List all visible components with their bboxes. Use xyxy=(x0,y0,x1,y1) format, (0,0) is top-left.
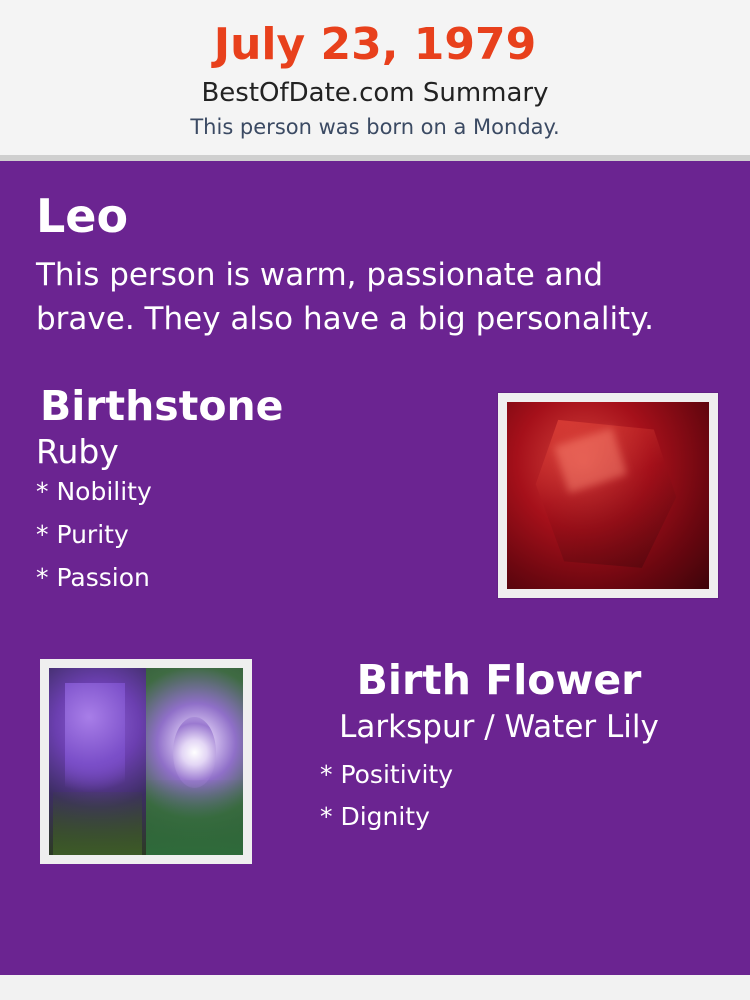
birthflower-heading: Birth Flower xyxy=(356,656,642,705)
birthflower-trait: * Positivity xyxy=(320,760,453,790)
birthstone-name: Ruby xyxy=(36,432,119,472)
birthflower-traits xyxy=(316,760,718,832)
larkspur-and-water-lily-photo xyxy=(40,659,252,864)
birthstone-section xyxy=(32,382,718,615)
flower-image-pair xyxy=(49,668,243,855)
details-panel xyxy=(0,161,750,975)
ruby-image-inner xyxy=(507,402,709,589)
birthflower-section xyxy=(32,656,718,869)
birth-weekday-text: This person was born on a Monday. xyxy=(190,115,560,140)
birthstone-trait: * Purity xyxy=(36,519,129,549)
birthstone-text xyxy=(32,382,462,592)
larkspur-image xyxy=(49,668,146,855)
page-title: July 23, 1979 xyxy=(213,19,537,70)
site-summary-label: BestOfDate.com Summary xyxy=(201,78,549,109)
card-header xyxy=(0,0,750,155)
zodiac-description: This person is warm, passionate and brave. They also have a big personality. xyxy=(36,257,654,338)
birthstone-heading: Birthstone xyxy=(40,382,284,431)
ruby-gemstone-photo xyxy=(498,393,718,598)
birthflower-text xyxy=(280,656,718,832)
birthflower-trait: * Dignity xyxy=(320,802,430,832)
water-lily-image xyxy=(146,668,243,855)
birthstone-trait: * Passion xyxy=(36,562,150,592)
zodiac-sign-name: Leo xyxy=(36,189,129,244)
birthflower-name: Larkspur / Water Lily xyxy=(339,709,659,746)
birthstone-trait: * Nobility xyxy=(36,476,152,506)
